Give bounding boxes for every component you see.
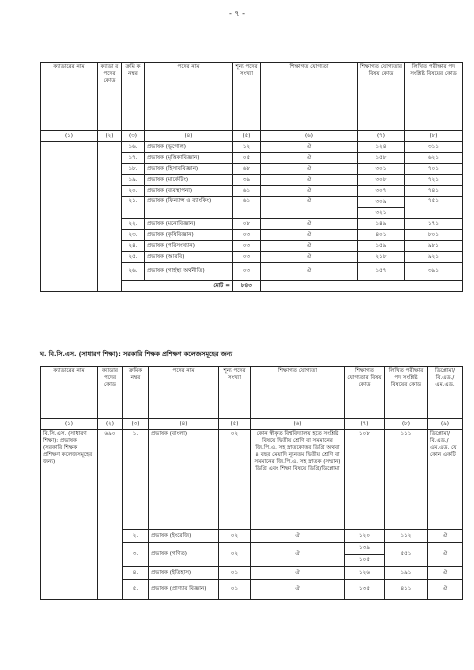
qualification: ঐ	[261, 153, 358, 164]
column-number: (৮)	[405, 131, 463, 142]
cadre-table-1	[40, 62, 463, 292]
serial-number: ১৭.	[122, 153, 145, 164]
vacancy-count: ০২	[219, 543, 251, 567]
table1-header: ক্যাডারের নাম	[41, 63, 98, 131]
qualification: ঐ	[251, 530, 345, 543]
vacancy-count: ৬১	[233, 197, 261, 219]
post-name: প্রভাষক (ইংরেজি)	[149, 530, 219, 543]
subject-code: ৩০৮	[358, 175, 405, 186]
total-value: ৮৪৩	[233, 281, 261, 292]
serial-number: ৫.	[123, 580, 149, 600]
table2-header: শিক্ষাগত যোগ্যতার বিষয় কোড	[345, 367, 385, 419]
column-number: (৩)	[123, 419, 149, 430]
cadre-code: ৬৯০	[98, 430, 123, 600]
vacancy-count: ৬৮	[233, 164, 261, 175]
serial-number: ২১.	[122, 197, 145, 219]
cadre-table-2	[40, 366, 463, 600]
serial-number: ৪.	[123, 567, 149, 580]
qualification: ঐ	[251, 580, 345, 600]
table2-header: শিক্ষাগত যোগ্যতা	[251, 367, 345, 419]
subject-code: ১৪৯	[358, 219, 405, 230]
exam-code: ৩৯১	[405, 263, 463, 281]
column-number: (৬)	[251, 419, 345, 430]
subject-code: ১৩৯	[345, 543, 385, 555]
table1-header: শিক্ষাগত যোগ্যতার বিষয় কোড	[358, 63, 405, 131]
exam-code: ৭২১	[405, 175, 463, 186]
vacancy-count: ০১	[219, 580, 251, 600]
subject-code: ৩০৯	[358, 197, 405, 208]
diploma-requirement: ঐ	[428, 567, 463, 580]
total-label: মোট =	[122, 281, 233, 292]
serial-number: ১.	[123, 430, 149, 530]
column-number: (৮)	[385, 419, 428, 430]
vacancy-count: ৩৯	[233, 175, 261, 186]
serial-number: ৩.	[123, 543, 149, 567]
post-name: প্রভাষক (পরিসংখ্যান)	[145, 241, 233, 252]
serial-number: ২৫.	[122, 252, 145, 263]
cadre-code-cell	[98, 142, 122, 292]
exam-code: ৭০১	[405, 164, 463, 175]
post-name: প্রভাষক (মার্কেটিং)	[145, 175, 233, 186]
exam-code: ৬২১	[405, 153, 463, 164]
table-row	[41, 142, 463, 153]
diploma-requirement: ঐ	[428, 580, 463, 600]
column-number: (৩)	[122, 131, 145, 142]
vacancy-count: ০৩	[233, 230, 261, 241]
serial-number: ২৪.	[122, 241, 145, 252]
subject-code: ১৫৭	[358, 263, 405, 281]
vacancy-count: ০৩	[233, 252, 261, 263]
vacancy-count: ০৩	[233, 241, 261, 252]
qualification: ঐ	[261, 186, 358, 197]
exam-code: ৭৫১	[405, 197, 463, 219]
table2-header: শূন্য পদের সংখ্যা	[219, 367, 251, 419]
total-row-empty	[261, 281, 463, 292]
serial-number: ২৩.	[122, 230, 145, 241]
vacancy-count: ০৮	[233, 219, 261, 230]
table1-header: পদের নাম	[145, 63, 233, 131]
subject-code: ১২০	[345, 530, 385, 543]
cadre-name: বি.সি.এস. (সাধারণ শিক্ষা): প্রভাষক (সরকারি শিক্ষক প্রশিক্ষণ কলেজসমূহের জন্য)	[41, 430, 98, 600]
table2-header: লিখিত পরীক্ষার পদ সংশ্লিষ্ট বিষয়ের কোড	[385, 367, 428, 419]
table2-header: ক্রমিক নম্বর	[123, 367, 149, 419]
exam-code: ৩১১	[405, 142, 463, 153]
post-name: প্রভাষক (ফিন্যান্স ও ব্যাংকিং)	[145, 197, 233, 219]
subject-code: ১০৫	[345, 555, 385, 567]
subject-code: ৪০১	[358, 230, 405, 241]
post-name: প্রভাষক (গণিত)	[149, 543, 219, 567]
exam-code: ৪১১	[385, 580, 428, 600]
column-number: (২)	[98, 131, 122, 142]
cadre-name-cell	[41, 142, 98, 292]
table2-column-number-row	[41, 419, 463, 430]
serial-number: ২০.	[122, 186, 145, 197]
subject-code: ২১৮	[358, 252, 405, 263]
table2-header: ডিপ্লোমা/ বি.এড./ এম.এড.	[428, 367, 463, 419]
post-name: প্রভাষক (মনোবিজ্ঞান)	[145, 219, 233, 230]
post-name: প্রভাষক (ব্যবস্থাপনা)	[145, 186, 233, 197]
subject-code: ১২৪	[358, 142, 405, 153]
column-number: (৯)	[428, 419, 463, 430]
column-number: (৫)	[233, 131, 261, 142]
subject-code: ৩০৭	[358, 186, 405, 197]
diploma-requirement: ঐ	[428, 543, 463, 567]
qualification: ঐ	[261, 142, 358, 153]
vacancy-count: ০৩	[233, 263, 261, 281]
column-number: (৪)	[149, 419, 219, 430]
vacancy-count: ০২	[219, 430, 251, 530]
table2-header-row	[41, 367, 463, 419]
qualification: ঐ	[261, 263, 358, 281]
table-row	[41, 430, 463, 530]
table1-header: শূন্য পদের সংখ্যা	[233, 63, 261, 131]
subject-code: ১০৮	[345, 430, 385, 530]
subject-code: ৩০১	[358, 164, 405, 175]
subject-code: ১৫৯	[358, 241, 405, 252]
table2-header: ক্যাডার পদের কোড	[98, 367, 123, 419]
vacancy-count: ০২	[219, 530, 251, 543]
vacancy-count: ০১	[219, 567, 251, 580]
column-number: (১)	[41, 419, 98, 430]
exam-code: ৮০১	[405, 230, 463, 241]
serial-number: ১৬.	[122, 142, 145, 153]
table1-header: শিক্ষাগত যোগ্যতা	[261, 63, 358, 131]
table1-header: ক্রমি ক নম্বর	[122, 63, 145, 131]
post-name: প্রভাষক (কৃষিবিজ্ঞান)	[145, 230, 233, 241]
diploma-requirement: ঐ	[428, 530, 463, 543]
qualification: ঐ	[261, 219, 358, 230]
serial-number: ২.	[123, 530, 149, 543]
qualification: ঐ	[251, 567, 345, 580]
vacancy-count: ০৫	[233, 153, 261, 164]
serial-number: ২৬.	[122, 263, 145, 281]
qualification: ঐ	[261, 164, 358, 175]
column-number: (১)	[41, 131, 98, 142]
post-name: প্রভাষক (মৃত্তিকাবিজ্ঞান)	[145, 153, 233, 164]
post-name: প্রভাষক (গার্হস্থ্য অর্থনীতি)	[145, 263, 233, 281]
exam-code: ১১২	[385, 530, 428, 543]
exam-code: ৯২১	[405, 252, 463, 263]
serial-number: ১৯.	[122, 175, 145, 186]
subject-code: ১৩৫	[345, 580, 385, 600]
vacancy-count: ৬১	[233, 186, 261, 197]
post-name: প্রভাষক (ভূগোল)	[145, 142, 233, 153]
qualification: ঐ	[261, 241, 358, 252]
exam-code: ৯৮১	[405, 241, 463, 252]
exam-code: ৭৪১	[405, 186, 463, 197]
column-number: (৭)	[358, 131, 405, 142]
table2-header: ক্যাডারের নাম	[41, 367, 98, 419]
exam-code: ১৭১	[405, 219, 463, 230]
exam-code: ১৯১	[385, 567, 428, 580]
post-name: প্রভাষক (আরবি)	[145, 252, 233, 263]
post-name: প্রভাষক (ইতিহাস)	[149, 567, 219, 580]
qualification: ঐ	[261, 230, 358, 241]
serial-number: ২২.	[122, 219, 145, 230]
serial-number: ১৮.	[122, 164, 145, 175]
table1-column-number-row	[41, 131, 463, 142]
page-number: - ৭ -	[228, 9, 246, 18]
qualification: ঐ	[251, 543, 345, 567]
post-name: প্রভাষক (বাংলা)	[149, 430, 219, 530]
table2-header: পদের নাম	[149, 367, 219, 419]
table1-header-row	[41, 63, 463, 131]
subject-code: ১৫৮	[358, 153, 405, 164]
qualification: ঐ	[261, 252, 358, 263]
table1-header: ক্যাডা র পদের কোড	[98, 63, 122, 131]
table1-header: লিখিত পরীক্ষার পদ সংশ্লিষ্ট বিষয়ের কোড	[405, 63, 463, 131]
diploma-requirement: ডিপ্লোমা/ বি.এড./ এম.এড. যে কোন একটি	[428, 430, 463, 530]
exam-code: ১১১	[385, 430, 428, 530]
post-name: প্রভাষক (হিসাববিজ্ঞান)	[145, 164, 233, 175]
column-number: (৫)	[219, 419, 251, 430]
column-number: (৭)	[345, 419, 385, 430]
column-number: (৪)	[145, 131, 233, 142]
column-number: (৬)	[261, 131, 358, 142]
column-number: (২)	[98, 419, 123, 430]
exam-code: ৫৫১	[385, 543, 428, 567]
subject-code: ১২৬	[345, 567, 385, 580]
vacancy-count: ১২	[233, 142, 261, 153]
qualification: ঐ	[261, 197, 358, 219]
qualification: ঐ	[261, 175, 358, 186]
qualification: কোন স্বীকৃত বিশ্ববিদ্যালয় হতে সংশ্লিষ্ট বিষয়ে দ্বিতীয় শ্রেণি বা সমমানের জি.পি.এ. সহ স্নাতকোত্তর ডিগ্রি অথবা ৪ বছর মেয়াদি ন্যূনতম দ্বিতীয় শ্রেণি বা সমমানের জি.পি.এ. সহ স্নাতক (সম্মান) ডিগ্রি এবং শিক্ষা বিষয়ে ডিগ্রি/ডিপ্লোমা	[251, 430, 345, 530]
section-heading: ঘ. বি.সি.এস. (সাধারণ শিক্ষা): সরকারি শিক্ষক প্রশিক্ষণ কলেজসমূহের জন্য	[40, 350, 233, 358]
post-name: প্রভাষক (প্রাণ্যার বিজ্ঞান)	[149, 580, 219, 600]
subject-code: ৩২১	[358, 208, 405, 219]
